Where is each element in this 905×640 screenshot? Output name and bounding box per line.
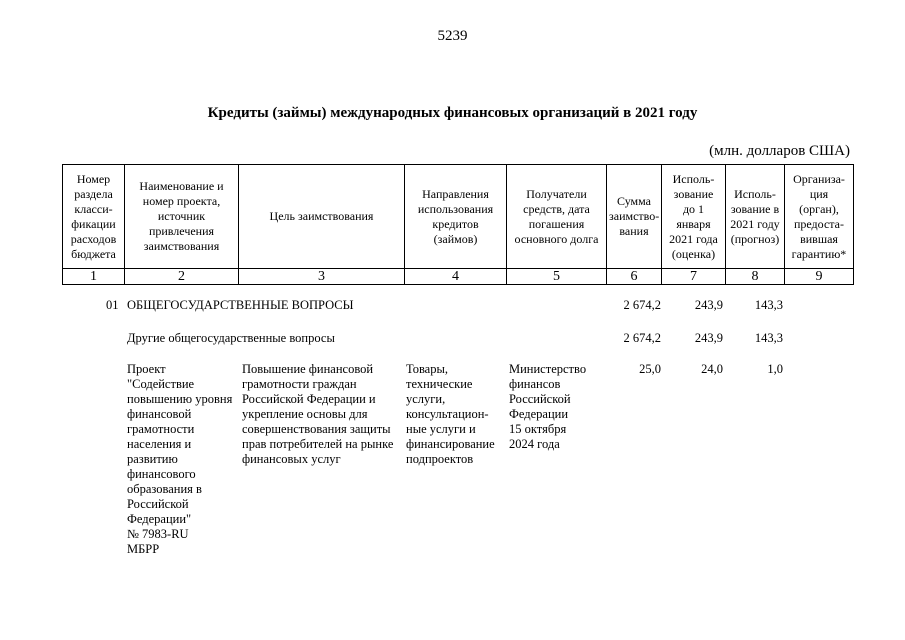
column-number: 2 — [125, 269, 239, 285]
column-number: 5 — [507, 269, 607, 285]
header-recipients: Получатели средств, дата погашения основного долга — [507, 165, 607, 269]
section-code: 01 — [106, 298, 119, 312]
column-number: 4 — [405, 269, 507, 285]
subsection-name: Другие общегосударственные вопросы — [127, 331, 335, 345]
project-recipients: Министерство финансов Российской Федерации 15 октября 2024 года — [509, 362, 587, 451]
header-used-before: Исполь- зование до 1 января 2021 года (оценка) — [662, 165, 726, 269]
header-purpose: Цель заимствования — [239, 165, 405, 269]
project-directions: Товары, технические услуги, консультацион- ные услуги и финансирование подпроектов — [406, 362, 495, 466]
column-number: 6 — [607, 269, 662, 285]
section-sum: 2 674,2 — [623, 298, 661, 312]
header-project-name: Наименование и номер проекта, источник привлечения заимствования — [125, 165, 239, 269]
header-directions: Направления использования кредитов (займов) — [405, 165, 507, 269]
column-number: 1 — [63, 269, 125, 285]
project-name: Проект "Содействие повышению уровня финансовой грамотности населения и развитию финансового образования в Российской Федерации" № 7983-RU МБРР — [127, 362, 233, 556]
section-name: ОБЩЕГОСУДАРСТВЕННЫЕ ВОПРОСЫ — [127, 298, 354, 312]
section-used-2021: 143,3 — [754, 298, 783, 312]
page-number: 5239 — [437, 28, 468, 44]
units-label: (млн. долларов США) — [709, 143, 850, 159]
column-number-row — [63, 269, 854, 285]
project-used-2021: 1,0 — [767, 362, 783, 376]
table-header — [62, 164, 854, 285]
column-number: 8 — [726, 269, 785, 285]
subsection-used-before: 243,9 — [694, 331, 723, 345]
column-number: 3 — [239, 269, 405, 285]
project-sum: 25,0 — [639, 362, 661, 376]
header-row — [63, 165, 854, 269]
subsection-used-2021: 143,3 — [754, 331, 783, 345]
header-used-2021: Исполь- зование в 2021 году (прогноз) — [726, 165, 785, 269]
column-number: 7 — [662, 269, 726, 285]
header-guarantor: Организа- ция (орган), предоста- вившая гарантию* — [785, 165, 854, 269]
document-title: Кредиты (займы) международных финансовых организаций в 2021 году — [207, 105, 698, 121]
subsection-sum: 2 674,2 — [623, 331, 661, 345]
project-used-before: 24,0 — [701, 362, 723, 376]
header-sum: Сумма заимство- вания — [607, 165, 662, 269]
section-used-before: 243,9 — [694, 298, 723, 312]
column-number: 9 — [785, 269, 854, 285]
header-budget-section: Номер раздела класси- фикации расходов бюджета — [63, 165, 125, 269]
project-purpose: Повышение финансовой грамотности граждан Российской Федерации и укрепление основы для совершенствования защиты прав потребителей на рынке финансовых услуг — [242, 362, 394, 466]
